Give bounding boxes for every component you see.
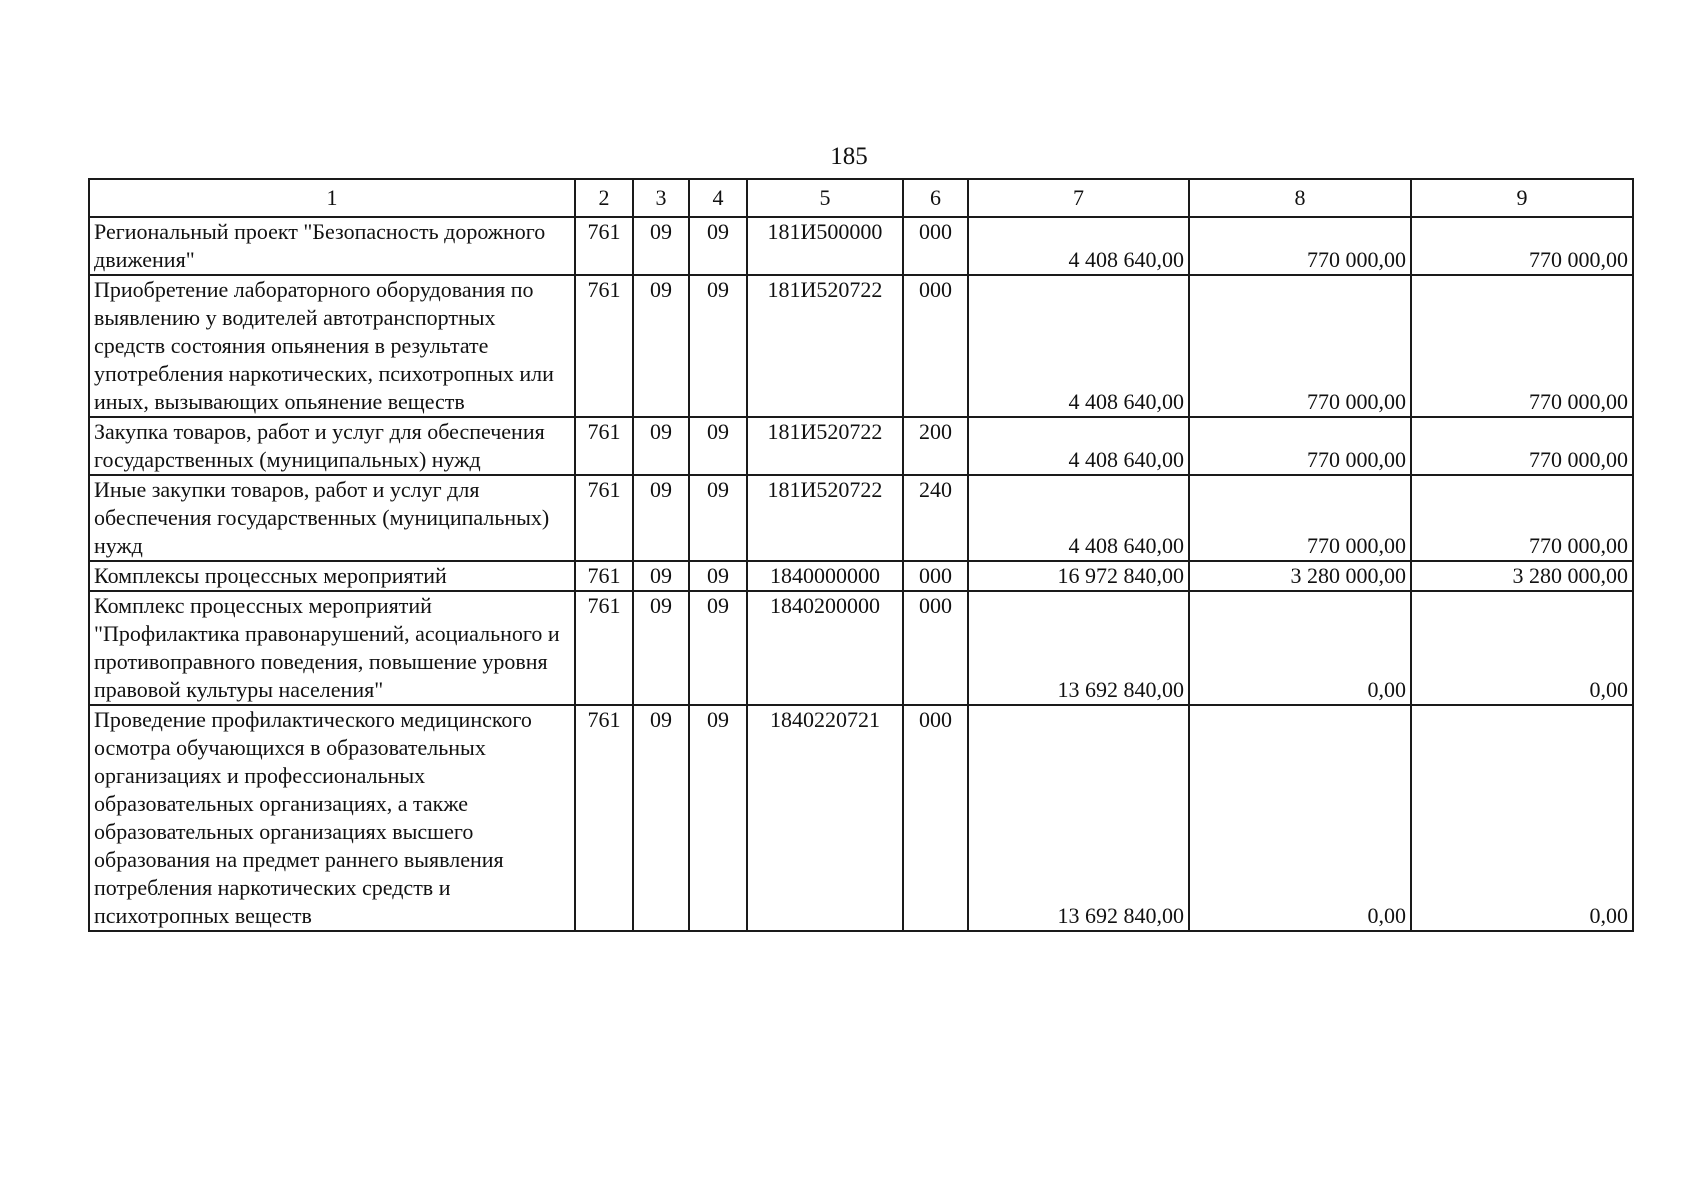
cell-amount-9: 770 000,00 [1411, 217, 1633, 275]
cell-target-article: 181И520722 [747, 275, 903, 417]
cell-expense-type: 240 [903, 475, 968, 561]
cell-amount-7: 4 408 640,00 [968, 475, 1189, 561]
cell-amount-8: 3 280 000,00 [1189, 561, 1411, 591]
cell-section-code: 09 [633, 475, 689, 561]
cell-amount-9: 0,00 [1411, 591, 1633, 705]
column-header: 2 [575, 179, 633, 217]
cell-section-code: 09 [633, 591, 689, 705]
table-row [89, 705, 1633, 931]
row-name: Иные закупки товаров, работ и услуг для обеспечения государственных (муниципальных) нужд [89, 475, 575, 561]
cell-section-code: 09 [633, 417, 689, 475]
cell-target-article: 1840220721 [747, 705, 903, 931]
row-name: Закупка товаров, работ и услуг для обеспечения государственных (муниципальных) нужд [89, 417, 575, 475]
cell-section-code: 09 [633, 705, 689, 931]
table-row [89, 591, 1633, 705]
cell-ministry-code: 761 [575, 475, 633, 561]
cell-section-code: 09 [633, 561, 689, 591]
cell-amount-8: 770 000,00 [1189, 275, 1411, 417]
header-row [89, 179, 1633, 217]
page-number: 185 [830, 143, 868, 170]
cell-subsection-code: 09 [689, 561, 747, 591]
cell-amount-8: 0,00 [1189, 705, 1411, 931]
cell-expense-type: 000 [903, 591, 968, 705]
cell-target-article: 181И520722 [747, 417, 903, 475]
cell-target-article: 1840000000 [747, 561, 903, 591]
table-row [89, 475, 1633, 561]
cell-amount-7: 13 692 840,00 [968, 591, 1189, 705]
row-name: Региональный проект "Безопасность дорожного движения" [89, 217, 575, 275]
cell-amount-7: 4 408 640,00 [968, 275, 1189, 417]
cell-target-article: 1840200000 [747, 591, 903, 705]
column-header: 9 [1411, 179, 1633, 217]
cell-amount-8: 770 000,00 [1189, 417, 1411, 475]
column-header: 4 [689, 179, 747, 217]
row-name: Комплекс процессных мероприятий "Профилактика правонарушений, асоциального и противоправного поведения, повышение уровня правовой культуры населения" [89, 591, 575, 705]
row-name: Приобретение лабораторного оборудования по выявлению у водителей автотранспортных средств состояния опьянения в результате употребления наркотических, психотропных или иных, вызывающих опьянение веществ [89, 275, 575, 417]
cell-ministry-code: 761 [575, 591, 633, 705]
table-row [89, 217, 1633, 275]
column-header: 7 [968, 179, 1189, 217]
cell-expense-type: 200 [903, 417, 968, 475]
column-header: 1 [89, 179, 575, 217]
cell-expense-type: 000 [903, 561, 968, 591]
cell-amount-9: 0,00 [1411, 705, 1633, 931]
cell-amount-9: 770 000,00 [1411, 417, 1633, 475]
cell-section-code: 09 [633, 275, 689, 417]
column-header: 5 [747, 179, 903, 217]
cell-ministry-code: 761 [575, 705, 633, 931]
cell-ministry-code: 761 [575, 561, 633, 591]
cell-amount-9: 770 000,00 [1411, 475, 1633, 561]
cell-expense-type: 000 [903, 705, 968, 931]
budget-table [88, 178, 1634, 932]
column-header: 6 [903, 179, 968, 217]
cell-subsection-code: 09 [689, 475, 747, 561]
table-row [89, 561, 1633, 591]
cell-target-article: 181И520722 [747, 475, 903, 561]
cell-subsection-code: 09 [689, 275, 747, 417]
cell-amount-7: 4 408 640,00 [968, 417, 1189, 475]
cell-amount-7: 4 408 640,00 [968, 217, 1189, 275]
cell-expense-type: 000 [903, 275, 968, 417]
cell-amount-7: 13 692 840,00 [968, 705, 1189, 931]
cell-ministry-code: 761 [575, 217, 633, 275]
cell-amount-8: 770 000,00 [1189, 217, 1411, 275]
table-row [89, 275, 1633, 417]
cell-subsection-code: 09 [689, 417, 747, 475]
row-name: Проведение профилактического медицинского осмотра обучающихся в образовательных организациях и профессиональных образовательных организациях, а также образовательных организациях высшего образования на предмет раннего выявления потребления наркотических средств и психотропных веществ [89, 705, 575, 931]
cell-amount-7: 16 972 840,00 [968, 561, 1189, 591]
cell-subsection-code: 09 [689, 591, 747, 705]
table-row [89, 417, 1633, 475]
cell-ministry-code: 761 [575, 275, 633, 417]
row-name: Комплексы процессных мероприятий [89, 561, 575, 591]
cell-amount-9: 770 000,00 [1411, 275, 1633, 417]
cell-subsection-code: 09 [689, 705, 747, 931]
cell-section-code: 09 [633, 217, 689, 275]
column-header: 3 [633, 179, 689, 217]
cell-amount-9: 3 280 000,00 [1411, 561, 1633, 591]
cell-amount-8: 0,00 [1189, 591, 1411, 705]
cell-ministry-code: 761 [575, 417, 633, 475]
cell-expense-type: 000 [903, 217, 968, 275]
cell-subsection-code: 09 [689, 217, 747, 275]
column-header: 8 [1189, 179, 1411, 217]
cell-amount-8: 770 000,00 [1189, 475, 1411, 561]
cell-target-article: 181И500000 [747, 217, 903, 275]
